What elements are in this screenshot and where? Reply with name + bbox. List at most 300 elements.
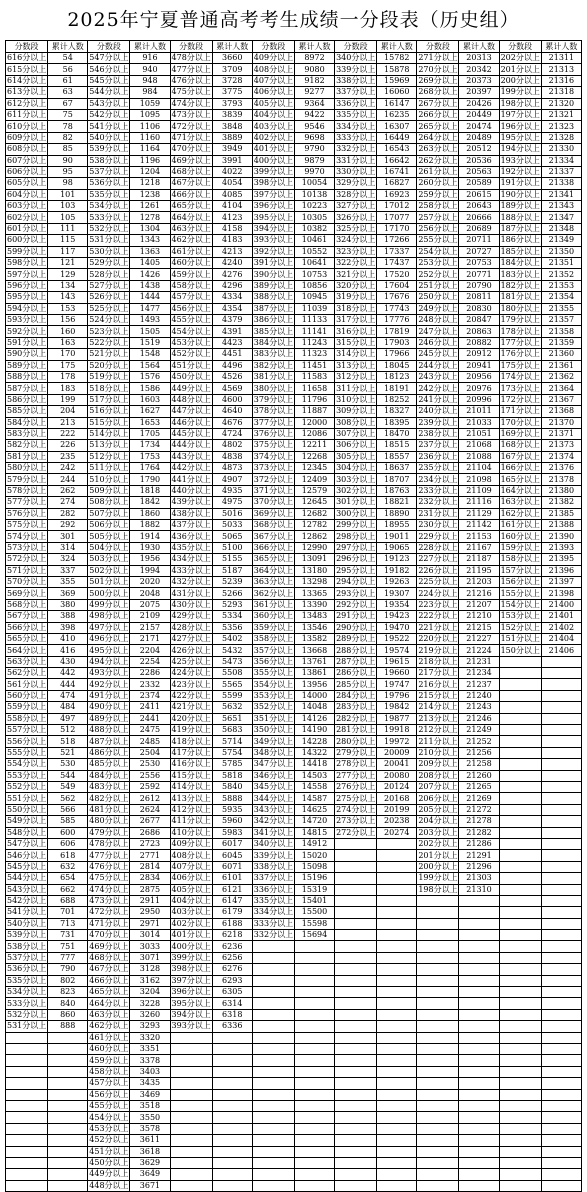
cumulative-count-cell [459, 1112, 499, 1123]
cumulative-count-cell: 20274 [377, 827, 417, 838]
table-row [6, 1089, 582, 1100]
score-cell: 278分以上 [336, 759, 376, 769]
cumulative-count-cell [459, 907, 499, 918]
cumulative-count-cell [459, 1066, 499, 1077]
score-cell [252, 1169, 294, 1180]
cumulative-count-cell: 13668 [294, 645, 334, 656]
score-cell: 547分以上 [89, 53, 129, 63]
score-cell: 325分以上 [336, 224, 376, 234]
cumulative-count-cell: 2171 [130, 633, 170, 644]
score-cell: 468分以上 [89, 953, 129, 963]
score-cell: 432分以上 [171, 577, 211, 587]
cumulative-count-cell: 497 [48, 713, 88, 724]
cumulative-count-cell: 5754 [212, 747, 252, 758]
score-cell: 606分以上 [7, 167, 47, 177]
cumulative-count-cell: 1705 [130, 428, 170, 439]
score-cell: 196分以上 [500, 121, 540, 131]
score-cell: 476分以上 [171, 75, 211, 85]
cumulative-count-cell: 4838 [212, 451, 252, 462]
cumulative-count-cell: 2254 [130, 656, 170, 667]
score-cell: 347分以上 [253, 759, 294, 769]
cumulative-count-cell [377, 1169, 417, 1180]
score-cell: 481分以上 [89, 804, 129, 814]
table-row [6, 987, 582, 998]
cumulative-count-cell [377, 1043, 417, 1054]
score-cell: 565分以上 [7, 634, 47, 644]
score-cell: 284分以上 [336, 691, 376, 701]
cumulative-count-cell: 3378 [130, 1055, 170, 1066]
cumulative-count-cell: 242 [48, 463, 88, 474]
score-cell: 248分以上 [418, 315, 458, 325]
score-cell: 165分以上 [500, 474, 540, 484]
score-cell: 227分以上 [418, 554, 458, 564]
score-cell: 152分以上 [500, 622, 540, 632]
cumulative-count-cell [212, 1180, 252, 1191]
score-cell: 477分以上 [171, 64, 211, 74]
cumulative-count-cell [48, 1066, 88, 1077]
cumulative-count-cell: 78 [48, 121, 88, 132]
score-cell: 336分以上 [253, 884, 294, 894]
cumulative-count-cell: 10461 [294, 235, 334, 246]
score-cell: 175分以上 [500, 360, 540, 370]
cumulative-count-cell: 115 [48, 235, 88, 246]
cumulative-count-cell: 21011 [459, 406, 499, 417]
score-cell: 403分以上 [171, 907, 211, 917]
cumulative-count-cell [48, 1032, 88, 1043]
score-cell [499, 1055, 541, 1066]
score-cell: 313分以上 [336, 360, 376, 370]
table-row [6, 861, 582, 872]
score-cell: 282分以上 [336, 713, 376, 723]
score-cell [335, 1032, 377, 1043]
score-cell: 582分以上 [7, 440, 47, 450]
score-cell: 329分以上 [336, 178, 376, 188]
score-cell: 324分以上 [336, 235, 376, 245]
score-cell: 578分以上 [7, 486, 47, 496]
score-cell: 256分以上 [418, 224, 458, 234]
cumulative-count-cell [377, 1146, 417, 1157]
cumulative-count-cell: 15401 [294, 895, 334, 906]
cumulative-count-cell: 3611 [130, 1135, 170, 1146]
table-row [6, 633, 582, 644]
cumulative-count-cell: 21153 [459, 531, 499, 542]
score-cell: 155分以上 [500, 588, 540, 598]
score-cell: 580分以上 [7, 463, 47, 473]
score-cell: 235分以上 [418, 463, 458, 473]
cumulative-count-cell: 20449 [459, 109, 499, 120]
cumulative-count-cell [541, 656, 581, 667]
cumulative-count-cell: 3071 [130, 952, 170, 963]
cumulative-count-cell [541, 1078, 581, 1089]
cumulative-count-cell: 1818 [130, 485, 170, 496]
cumulative-count-cell: 12579 [294, 485, 334, 496]
cumulative-count-cell: 21388 [541, 520, 581, 531]
score-cell: 394分以上 [171, 1010, 211, 1019]
score-cell: 597分以上 [7, 269, 47, 279]
score-cell [335, 987, 377, 998]
score-cell [417, 1021, 459, 1032]
page-title: 2025年宁夏普通高考考生成绩一分段表（历史组） [67, 9, 520, 31]
cumulative-count-cell: 20790 [459, 280, 499, 291]
cumulative-count-cell: 15782 [377, 53, 417, 64]
cumulative-count-cell: 15969 [377, 75, 417, 86]
table-row [6, 155, 582, 166]
cumulative-count-cell: 17743 [377, 303, 417, 314]
cumulative-count-cell [212, 1100, 252, 1111]
cumulative-count-cell: 2109 [130, 611, 170, 622]
score-cell [6, 1123, 48, 1134]
score-cell: 437分以上 [171, 520, 211, 530]
score-cell: 330分以上 [336, 167, 376, 177]
cumulative-count-cell: 4569 [212, 383, 252, 394]
score-cell: 186分以上 [500, 235, 540, 245]
cumulative-count-cell: 292 [48, 520, 88, 531]
cumulative-count-cell [294, 1135, 334, 1146]
score-cell [252, 1021, 294, 1032]
score-cell: 374分以上 [253, 451, 294, 461]
score-cell: 334分以上 [253, 907, 294, 917]
score-cell: 299分以上 [336, 520, 376, 530]
score-cell [499, 690, 541, 701]
cumulative-count-cell [48, 1055, 88, 1066]
cumulative-count-cell: 21098 [459, 474, 499, 485]
cumulative-count-cell: 20373 [459, 75, 499, 86]
score-cell: 200分以上 [418, 861, 458, 871]
cumulative-count-cell: 21240 [459, 690, 499, 701]
score-cell: 254分以上 [418, 246, 458, 256]
score-cell: 564分以上 [7, 645, 47, 655]
cumulative-count-cell [541, 1157, 581, 1168]
cumulative-count-cell: 6256 [212, 952, 252, 963]
cumulative-count-cell: 1238 [130, 189, 170, 200]
cumulative-count-cell [294, 1180, 334, 1191]
cumulative-count-cell: 2411 [130, 702, 170, 713]
score-cell: 530分以上 [89, 246, 129, 256]
cumulative-count-cell: 21352 [541, 269, 581, 280]
score-cell [6, 1112, 48, 1123]
score-cell: 540分以上 [7, 918, 47, 928]
score-cell: 311分以上 [336, 383, 376, 393]
table-row [6, 1055, 582, 1066]
score-cell: 202分以上 [418, 839, 458, 849]
cumulative-count-cell: 11451 [294, 360, 334, 371]
score-cell: 608分以上 [7, 144, 47, 154]
cumulative-count-cell [541, 736, 581, 747]
score-cell [170, 1112, 212, 1123]
table-row [6, 64, 582, 75]
cumulative-count-cell: 2875 [130, 884, 170, 895]
score-cell: 207分以上 [418, 782, 458, 792]
score-cell: 317分以上 [336, 315, 376, 325]
score-cell: 237分以上 [418, 440, 458, 450]
cumulative-count-cell [541, 1089, 581, 1100]
score-cell: 151分以上 [500, 634, 540, 644]
cumulative-count-cell: 19011 [377, 531, 417, 542]
score-cell: 214分以上 [418, 702, 458, 712]
cumulative-count-cell: 4158 [212, 223, 252, 234]
score-cell: 487分以上 [89, 736, 129, 746]
cumulative-count-cell: 21269 [459, 793, 499, 804]
table-row [6, 611, 582, 622]
cumulative-count-cell: 18045 [377, 360, 417, 371]
score-cell [417, 907, 459, 918]
score-distribution-table [5, 40, 582, 1192]
cumulative-count-cell: 1603 [130, 394, 170, 405]
column-header: 累计人数 [459, 41, 499, 53]
cumulative-count-cell: 6336 [212, 1021, 252, 1032]
cumulative-count-cell [459, 1180, 499, 1191]
cumulative-count-cell: 21272 [459, 804, 499, 815]
cumulative-count-cell [294, 941, 334, 952]
cumulative-count-cell: 19307 [377, 588, 417, 599]
cumulative-count-cell: 2504 [130, 747, 170, 758]
score-cell [499, 759, 541, 770]
score-cell: 486分以上 [89, 748, 129, 758]
score-cell: 583分以上 [7, 429, 47, 439]
score-cell: 258分以上 [418, 201, 458, 211]
cumulative-count-cell: 3204 [130, 987, 170, 998]
cumulative-count-cell: 2771 [130, 850, 170, 861]
cumulative-count-cell [294, 1009, 334, 1020]
cumulative-count-cell [541, 1180, 581, 1191]
cumulative-count-cell: 18395 [377, 417, 417, 428]
cumulative-count-cell: 416 [48, 645, 88, 656]
score-cell: 339分以上 [253, 850, 294, 860]
score-cell: 236分以上 [418, 451, 458, 461]
cumulative-count-cell: 6045 [212, 850, 252, 861]
score-cell: 574分以上 [7, 531, 47, 541]
score-cell: 428分以上 [171, 622, 211, 632]
cumulative-count-cell [294, 1043, 334, 1054]
score-cell: 435分以上 [171, 542, 211, 552]
cumulative-count-cell: 8972 [294, 53, 334, 64]
cumulative-count-cell: 16642 [377, 155, 417, 166]
cumulative-count-cell: 940 [130, 64, 170, 75]
cumulative-count-cell: 6276 [212, 964, 252, 975]
cumulative-count-cell: 600 [48, 827, 88, 838]
table-row [6, 1135, 582, 1146]
score-cell: 219分以上 [418, 645, 458, 655]
cumulative-count-cell: 4423 [212, 337, 252, 348]
score-cell [417, 1009, 459, 1020]
score-cell: 280分以上 [336, 736, 376, 746]
cumulative-count-cell [541, 713, 581, 724]
cumulative-count-cell [294, 1055, 334, 1066]
score-cell: 485分以上 [89, 759, 129, 769]
score-cell: 406分以上 [253, 87, 294, 97]
score-cell: 508分以上 [89, 497, 129, 507]
cumulative-count-cell: 10305 [294, 212, 334, 223]
cumulative-count-cell: 21343 [541, 201, 581, 212]
score-cell: 562分以上 [7, 668, 47, 678]
score-cell: 450分以上 [171, 372, 211, 382]
cumulative-count-cell: 19470 [377, 622, 417, 633]
cumulative-count-cell: 213 [48, 417, 88, 428]
score-cell [335, 1100, 377, 1111]
score-cell [499, 1180, 541, 1191]
cumulative-count-cell: 5065 [212, 531, 252, 542]
score-cell: 346分以上 [253, 770, 294, 780]
cumulative-count-cell: 1653 [130, 417, 170, 428]
cumulative-count-cell: 21350 [541, 246, 581, 257]
score-cell: 411分以上 [171, 816, 211, 826]
score-cell: 225分以上 [418, 577, 458, 587]
score-cell: 246分以上 [418, 337, 458, 347]
score-cell: 392分以上 [253, 246, 294, 256]
cumulative-count-cell: 16741 [377, 166, 417, 177]
score-cell [499, 1157, 541, 1168]
cumulative-count-cell [377, 1123, 417, 1134]
cumulative-count-cell: 5473 [212, 656, 252, 667]
score-cell: 461分以上 [89, 1032, 129, 1042]
score-cell: 400分以上 [171, 941, 211, 951]
score-cell: 607分以上 [7, 155, 47, 165]
cumulative-count-cell: 178 [48, 371, 88, 382]
table-row [6, 371, 582, 382]
cumulative-count-cell [459, 1009, 499, 1020]
score-cell: 174分以上 [500, 372, 540, 382]
score-cell: 302分以上 [336, 486, 376, 496]
cumulative-count-cell: 11141 [294, 326, 334, 337]
cumulative-count-cell: 337 [48, 565, 88, 576]
score-cell [252, 1157, 294, 1168]
score-cell [170, 1180, 212, 1191]
cumulative-count-cell: 17437 [377, 258, 417, 269]
score-cell: 457分以上 [89, 1078, 129, 1088]
score-cell: 464分以上 [89, 998, 129, 1008]
cumulative-count-cell: 21402 [541, 622, 581, 633]
score-cell: 547分以上 [7, 839, 47, 849]
score-cell: 478分以上 [171, 53, 211, 63]
score-cell [252, 1100, 294, 1111]
cumulative-count-cell: 21349 [541, 235, 581, 246]
score-cell: 493分以上 [89, 668, 129, 678]
score-cell: 323分以上 [336, 246, 376, 256]
score-cell: 473分以上 [171, 110, 211, 120]
score-cell: 315分以上 [336, 337, 376, 347]
cumulative-count-cell: 823 [48, 987, 88, 998]
cumulative-count-cell [294, 1089, 334, 1100]
cumulative-count-cell: 21278 [459, 816, 499, 827]
score-cell: 523分以上 [89, 326, 129, 336]
score-cell: 354分以上 [253, 679, 294, 689]
score-cell: 518分以上 [89, 383, 129, 393]
score-cell: 408分以上 [171, 850, 211, 860]
score-cell: 471分以上 [89, 918, 129, 928]
cumulative-count-cell: 388 [48, 611, 88, 622]
cumulative-count-cell: 18515 [377, 440, 417, 451]
cumulative-count-cell [377, 907, 417, 918]
score-cell [335, 1066, 377, 1077]
score-cell: 333分以上 [253, 918, 294, 928]
cumulative-count-cell [48, 1123, 88, 1134]
score-cell: 240分以上 [418, 406, 458, 416]
cumulative-count-cell: 2332 [130, 679, 170, 690]
score-cell: 616分以上 [7, 53, 47, 63]
score-cell: 359分以上 [253, 622, 294, 632]
cumulative-count-cell: 2950 [130, 907, 170, 918]
score-cell: 492分以上 [89, 679, 129, 689]
score-cell: 490分以上 [89, 702, 129, 712]
cumulative-count-cell: 21167 [459, 542, 499, 553]
cumulative-count-cell: 20124 [377, 782, 417, 793]
cumulative-count-cell: 2157 [130, 622, 170, 633]
cumulative-count-cell: 3260 [130, 1009, 170, 1020]
score-cell: 178分以上 [500, 326, 540, 336]
cumulative-count-cell: 3228 [130, 998, 170, 1009]
cumulative-count-cell: 21393 [541, 542, 581, 553]
score-cell: 380分以上 [253, 383, 294, 393]
score-cell: 384分以上 [253, 337, 294, 347]
table-row [6, 713, 582, 724]
cumulative-count-cell [541, 702, 581, 713]
cumulative-count-cell: 4526 [212, 371, 252, 382]
table-row [6, 1078, 582, 1089]
cumulative-count-cell [541, 998, 581, 1009]
cumulative-count-cell: 10223 [294, 201, 334, 212]
score-cell: 268分以上 [418, 87, 458, 97]
score-cell: 605分以上 [7, 178, 47, 188]
score-cell [335, 998, 377, 1009]
cumulative-count-cell: 21187 [459, 554, 499, 565]
cumulative-count-cell: 21316 [541, 75, 581, 86]
score-cell: 556分以上 [7, 736, 47, 746]
score-cell: 456分以上 [89, 1089, 129, 1099]
score-cell [499, 918, 541, 929]
score-cell: 586分以上 [7, 394, 47, 404]
table-row [6, 1009, 582, 1020]
table-row [6, 747, 582, 758]
score-cell [170, 1078, 212, 1089]
score-cell [335, 884, 377, 895]
score-cell: 412分以上 [171, 804, 211, 814]
score-cell: 423分以上 [171, 679, 211, 689]
score-cell: 172分以上 [500, 394, 540, 404]
cumulative-count-cell: 1627 [130, 406, 170, 417]
cumulative-count-cell [294, 1066, 334, 1077]
cumulative-count-cell [48, 1169, 88, 1180]
score-cell: 503分以上 [89, 554, 129, 564]
score-cell: 404分以上 [253, 110, 294, 120]
score-cell: 360分以上 [253, 611, 294, 621]
cumulative-count-cell: 2612 [130, 793, 170, 804]
table-row [6, 542, 582, 553]
cumulative-count-cell [212, 1032, 252, 1043]
cumulative-count-cell [459, 1089, 499, 1100]
score-cell: 292分以上 [336, 599, 376, 609]
cumulative-count-cell: 5508 [212, 668, 252, 679]
cumulative-count-cell [377, 850, 417, 861]
cumulative-count-cell: 3618 [130, 1146, 170, 1157]
cumulative-count-cell: 11133 [294, 314, 334, 325]
table-row [6, 873, 582, 884]
cumulative-count-cell: 1477 [130, 303, 170, 314]
cumulative-count-cell: 1493 [130, 314, 170, 325]
score-cell [252, 987, 294, 998]
score-cell: 267分以上 [418, 98, 458, 108]
cumulative-count-cell: 17266 [377, 235, 417, 246]
score-cell: 355分以上 [253, 668, 294, 678]
score-cell: 409分以上 [253, 53, 294, 63]
score-cell: 251分以上 [418, 281, 458, 290]
score-cell: 614分以上 [7, 75, 47, 85]
cumulative-count-cell: 1444 [130, 292, 170, 303]
score-cell: 453分以上 [89, 1123, 129, 1133]
score-cell: 301分以上 [336, 497, 376, 507]
cumulative-count-cell: 21400 [541, 599, 581, 610]
cumulative-count-cell: 9879 [294, 155, 334, 166]
score-cell: 588分以上 [7, 372, 47, 382]
